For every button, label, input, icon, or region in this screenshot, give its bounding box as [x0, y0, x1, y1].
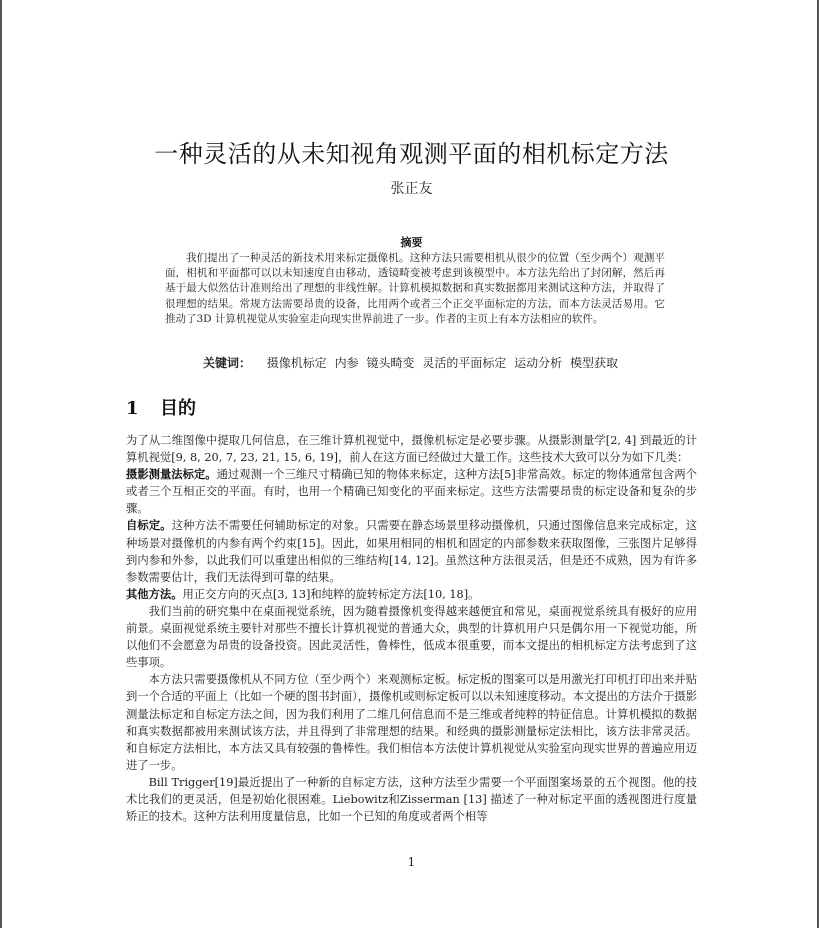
keyword: 模型获取 [570, 356, 619, 370]
paragraph-self-calibration [126, 517, 697, 585]
paragraph-text: 通过观测一个三维尺寸精确已知的物体来标定，这种方法[5]非常高效。标定的物体通常包含两个或者三个互相正交的平面。有时，也用一个精确已知变化的平面来标定。这些方法需要昂贵的标定设备和复杂的步骤。 [126, 468, 697, 516]
paragraph-text: 这种方法不需要任何辅助标定的对象。只需要在静态场景里移动摄像机，只通过图像信息来完成标定，这种场景对摄像机的内参有两个约束[15]。因此，如果用相同的相机和固定的内部参数来获取图像，三张图片足够得到内参和外参，以此我们可以重建出相似的三维结构[14, 12]。虽然这种方法很灵活，但是还不成熟，因为有许多参数需要估计，我们无法得到可靠的结果。 [126, 519, 697, 584]
abstract-text: 我们提出了一种灵活的新技术用来标定摄像机。这种方法只需要相机从很少的位置（至少两个）观测平面，相机和平面都可以以未知速度自由移动，透镜畸变被考虑到该模型中。本方法先给出了封闭解，然后再基于最大似然估计准则给出了理想的非线性解。计算机模拟数据和真实数据都用来测试这种方法，并取得了很理想的结果。常规方法需要昂贵的设备，比用两个或者三个正交平面标定的方法，而本方法灵活易用。它推动了3D 计算机视觉从实验室走向现实世界前进了一步。作者的主页上有本方法相应的软件。 [165, 252, 665, 325]
paragraph-photogrammetric [126, 466, 697, 517]
keyword: 摄像机标定 [266, 356, 327, 370]
paragraph-desktop-vision [126, 603, 697, 671]
paragraph-text: 用正交方向的灭点[3, 13]和纯粹的旋转标定方法[10, 18]。 [182, 587, 480, 601]
keywords-label: 关键词： [202, 356, 251, 370]
section-heading [126, 394, 196, 420]
paragraph-lead: 自标定。 [126, 518, 172, 533]
keywords-line [2, 354, 819, 371]
paragraph-text: 为了从二维图像中提取几何信息，在三维计算机视觉中，摄像机标定是必要步骤。从摄影测量学[2, 4] 到最近的计算机视觉[9, 8, 20, 7, 23, 21, 15, 6, 19]，前人在这方面已经做过大量工作。这些技术大致可以分为如下几类： [126, 434, 697, 465]
paragraph-text: 本方法只需要摄像机从不同方位（至少两个）来观测标定板。标定板的图案可以是用激光打印机打印出来并贴到一个合适的平面上（比如一个硬的图书封面），摄像机或则标定板可以以未知速度移动。本文提出的方法介于摄影测量法标定和自标定方法之间，因为我们利用了二维几何信息而不是三维或者纯粹的特征信息。计算机模拟的数据和真实数据都被用来测试该方法，并且得到了非常理想的结果。和经典的摄影测量标定法相比，该方法非常灵活。和自标定方法相比，本方法又具有较强的鲁棒性。我们相信本方法使计算机视觉从实验室向现实世界的普遍应用迈进了一步。 [126, 673, 697, 772]
paragraph-other-methods [126, 586, 697, 603]
paragraph-text: 我们当前的研究集中在桌面视觉系统，因为随着摄像机变得越来越便宜和常见，桌面视觉系统具有极好的应用前景。桌面视觉系统主要针对那些不擅长计算机视觉的普通大众，典型的计算机用户只是偶尔用一下视觉功能，所以他们不会愿意为昂贵的设备投资。因此灵活性，鲁棒性，低成本很重要，而本文提出的相机标定方法考虑到了这些事项。 [126, 604, 697, 670]
abstract-heading: 摘要 [400, 236, 423, 249]
author-name: 张正友 [390, 181, 433, 197]
keyword: 灵活的平面标定 [422, 356, 507, 370]
paragraph-lead: 其他方法。 [126, 586, 183, 601]
section-title: 目的 [160, 398, 196, 419]
page-number: 1 [407, 855, 416, 869]
paper-title: 一种灵活的从未知视角观测平面的相机标定方法 [154, 140, 669, 168]
section-number: 1 [126, 398, 139, 419]
paragraph-text: Bill Trigger[19]最近提出了一种新的自标定方法，这种方法至少需要一个平面图案场景的五个视图。他的技术比我们的更灵活，但是初始化很困难。Liebowitz和Zisserman [13] 描述了一种对标定平面的透视图进行度量矫正的技术。这种方法利用度量信息，比如一个已知的角度或者两个相等 [126, 775, 697, 824]
body-text [126, 432, 697, 825]
keyword: 镜头畸变 [366, 356, 415, 370]
keyword: 运动分析 [514, 356, 563, 370]
paragraph-lead: 摄影测量法标定。 [126, 467, 217, 482]
paragraph-related-work [126, 774, 697, 825]
paragraph-intro [126, 432, 697, 466]
paragraph-method [126, 671, 697, 774]
keyword: 内参 [334, 356, 359, 370]
